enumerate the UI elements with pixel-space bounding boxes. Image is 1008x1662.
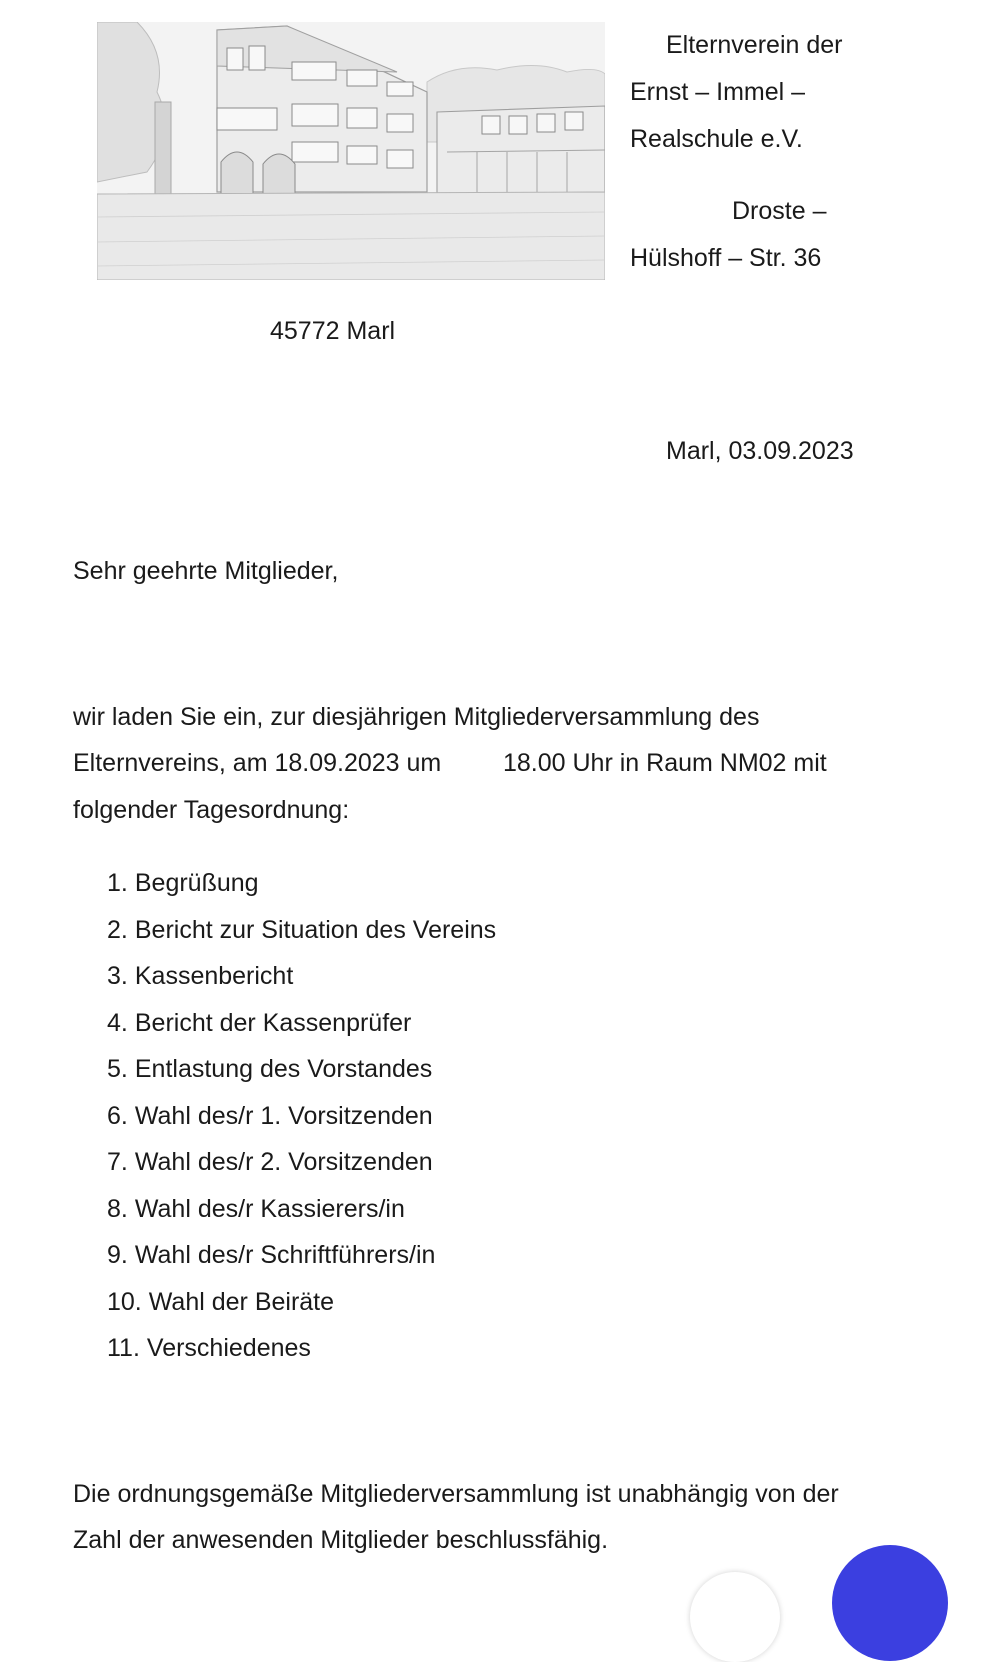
agenda-item <box>107 1333 496 1380</box>
agenda-item <box>107 1194 496 1241</box>
org-name-line-3: Realschule e.V. <box>630 125 803 153</box>
invitation-line-3: folgender Tagesordnung: <box>73 796 350 824</box>
agenda-item <box>107 868 496 915</box>
agenda-list <box>107 868 496 1380</box>
floating-secondary-button[interactable] <box>690 1572 780 1662</box>
org-name-line-2: Ernst – Immel – <box>630 78 806 106</box>
letter-date: Marl, 03.09.2023 <box>666 437 854 465</box>
agenda-item-text: Wahl der Beiräte <box>148 1287 335 1316</box>
agenda-item-text: Bericht zur Situation des Vereins <box>134 915 497 944</box>
agenda-item-text: Wahl des/r 2. Vorsitzenden <box>134 1148 433 1176</box>
agenda-item-number: 7. <box>107 1148 128 1176</box>
agenda-item <box>107 1287 496 1334</box>
agenda-item-number: 8. <box>107 1194 128 1223</box>
agenda-item-number: 11. <box>107 1334 140 1362</box>
agenda-item-text: Wahl des/r Kassierers/in <box>134 1194 405 1223</box>
agenda-item-number: 9. <box>107 1241 128 1269</box>
street-line-1: Droste – <box>732 197 827 225</box>
agenda-item-text: Kassenbericht <box>134 962 294 990</box>
agenda-item <box>107 961 496 1008</box>
agenda-item-text: Bericht der Kassenprüfer <box>134 1008 412 1037</box>
closing-line-2: Zahl der anwesenden Mitglieder beschlussfähig. <box>73 1526 609 1554</box>
agenda-item-text: Wahl des/r 1. Vorsitzenden <box>134 1101 433 1130</box>
agenda-item <box>107 915 496 962</box>
closing-line-1: Die ordnungsgemäße Mitgliederversammlung ist unabhängig von der <box>73 1480 839 1508</box>
invitation-line-1: wir laden Sie ein, zur diesjährigen Mitgliederversammlung des <box>73 703 760 731</box>
agenda-item-number: 10. <box>107 1287 142 1316</box>
invitation-line-2a: Elternvereins, am 18.09.2023 um <box>73 749 442 777</box>
agenda-item-text: Verschiedenes <box>146 1334 311 1362</box>
salutation: Sehr geehrte Mitglieder, <box>73 557 339 585</box>
agenda-item <box>107 1240 496 1287</box>
agenda-item-number: 5. <box>107 1055 128 1083</box>
invitation-line-2b: 18.00 Uhr in Raum NM02 mit <box>503 749 827 777</box>
agenda-item-number: 3. <box>107 962 128 990</box>
agenda-item-number: 2. <box>107 915 128 944</box>
agenda-item <box>107 1054 496 1101</box>
agenda-item-text: Wahl des/r Schriftführers/in <box>134 1241 436 1269</box>
agenda-item <box>107 1101 496 1148</box>
agenda-item <box>107 1008 496 1055</box>
org-name-line-1: Elternverein der <box>666 31 843 59</box>
agenda-item-number: 1. <box>107 869 128 897</box>
postal-city: 45772 Marl <box>270 317 396 345</box>
floating-action-button[interactable] <box>832 1545 948 1661</box>
agenda-item-number: 6. <box>107 1101 128 1130</box>
school-building-sketch <box>97 22 605 280</box>
agenda-item-text: Entlastung des Vorstandes <box>134 1055 433 1083</box>
agenda-item-number: 4. <box>107 1008 128 1037</box>
agenda-item <box>107 1147 496 1194</box>
street-line-2: Hülshoff – Str. 36 <box>630 244 822 272</box>
agenda-item-text: Begrüßung <box>134 869 259 897</box>
